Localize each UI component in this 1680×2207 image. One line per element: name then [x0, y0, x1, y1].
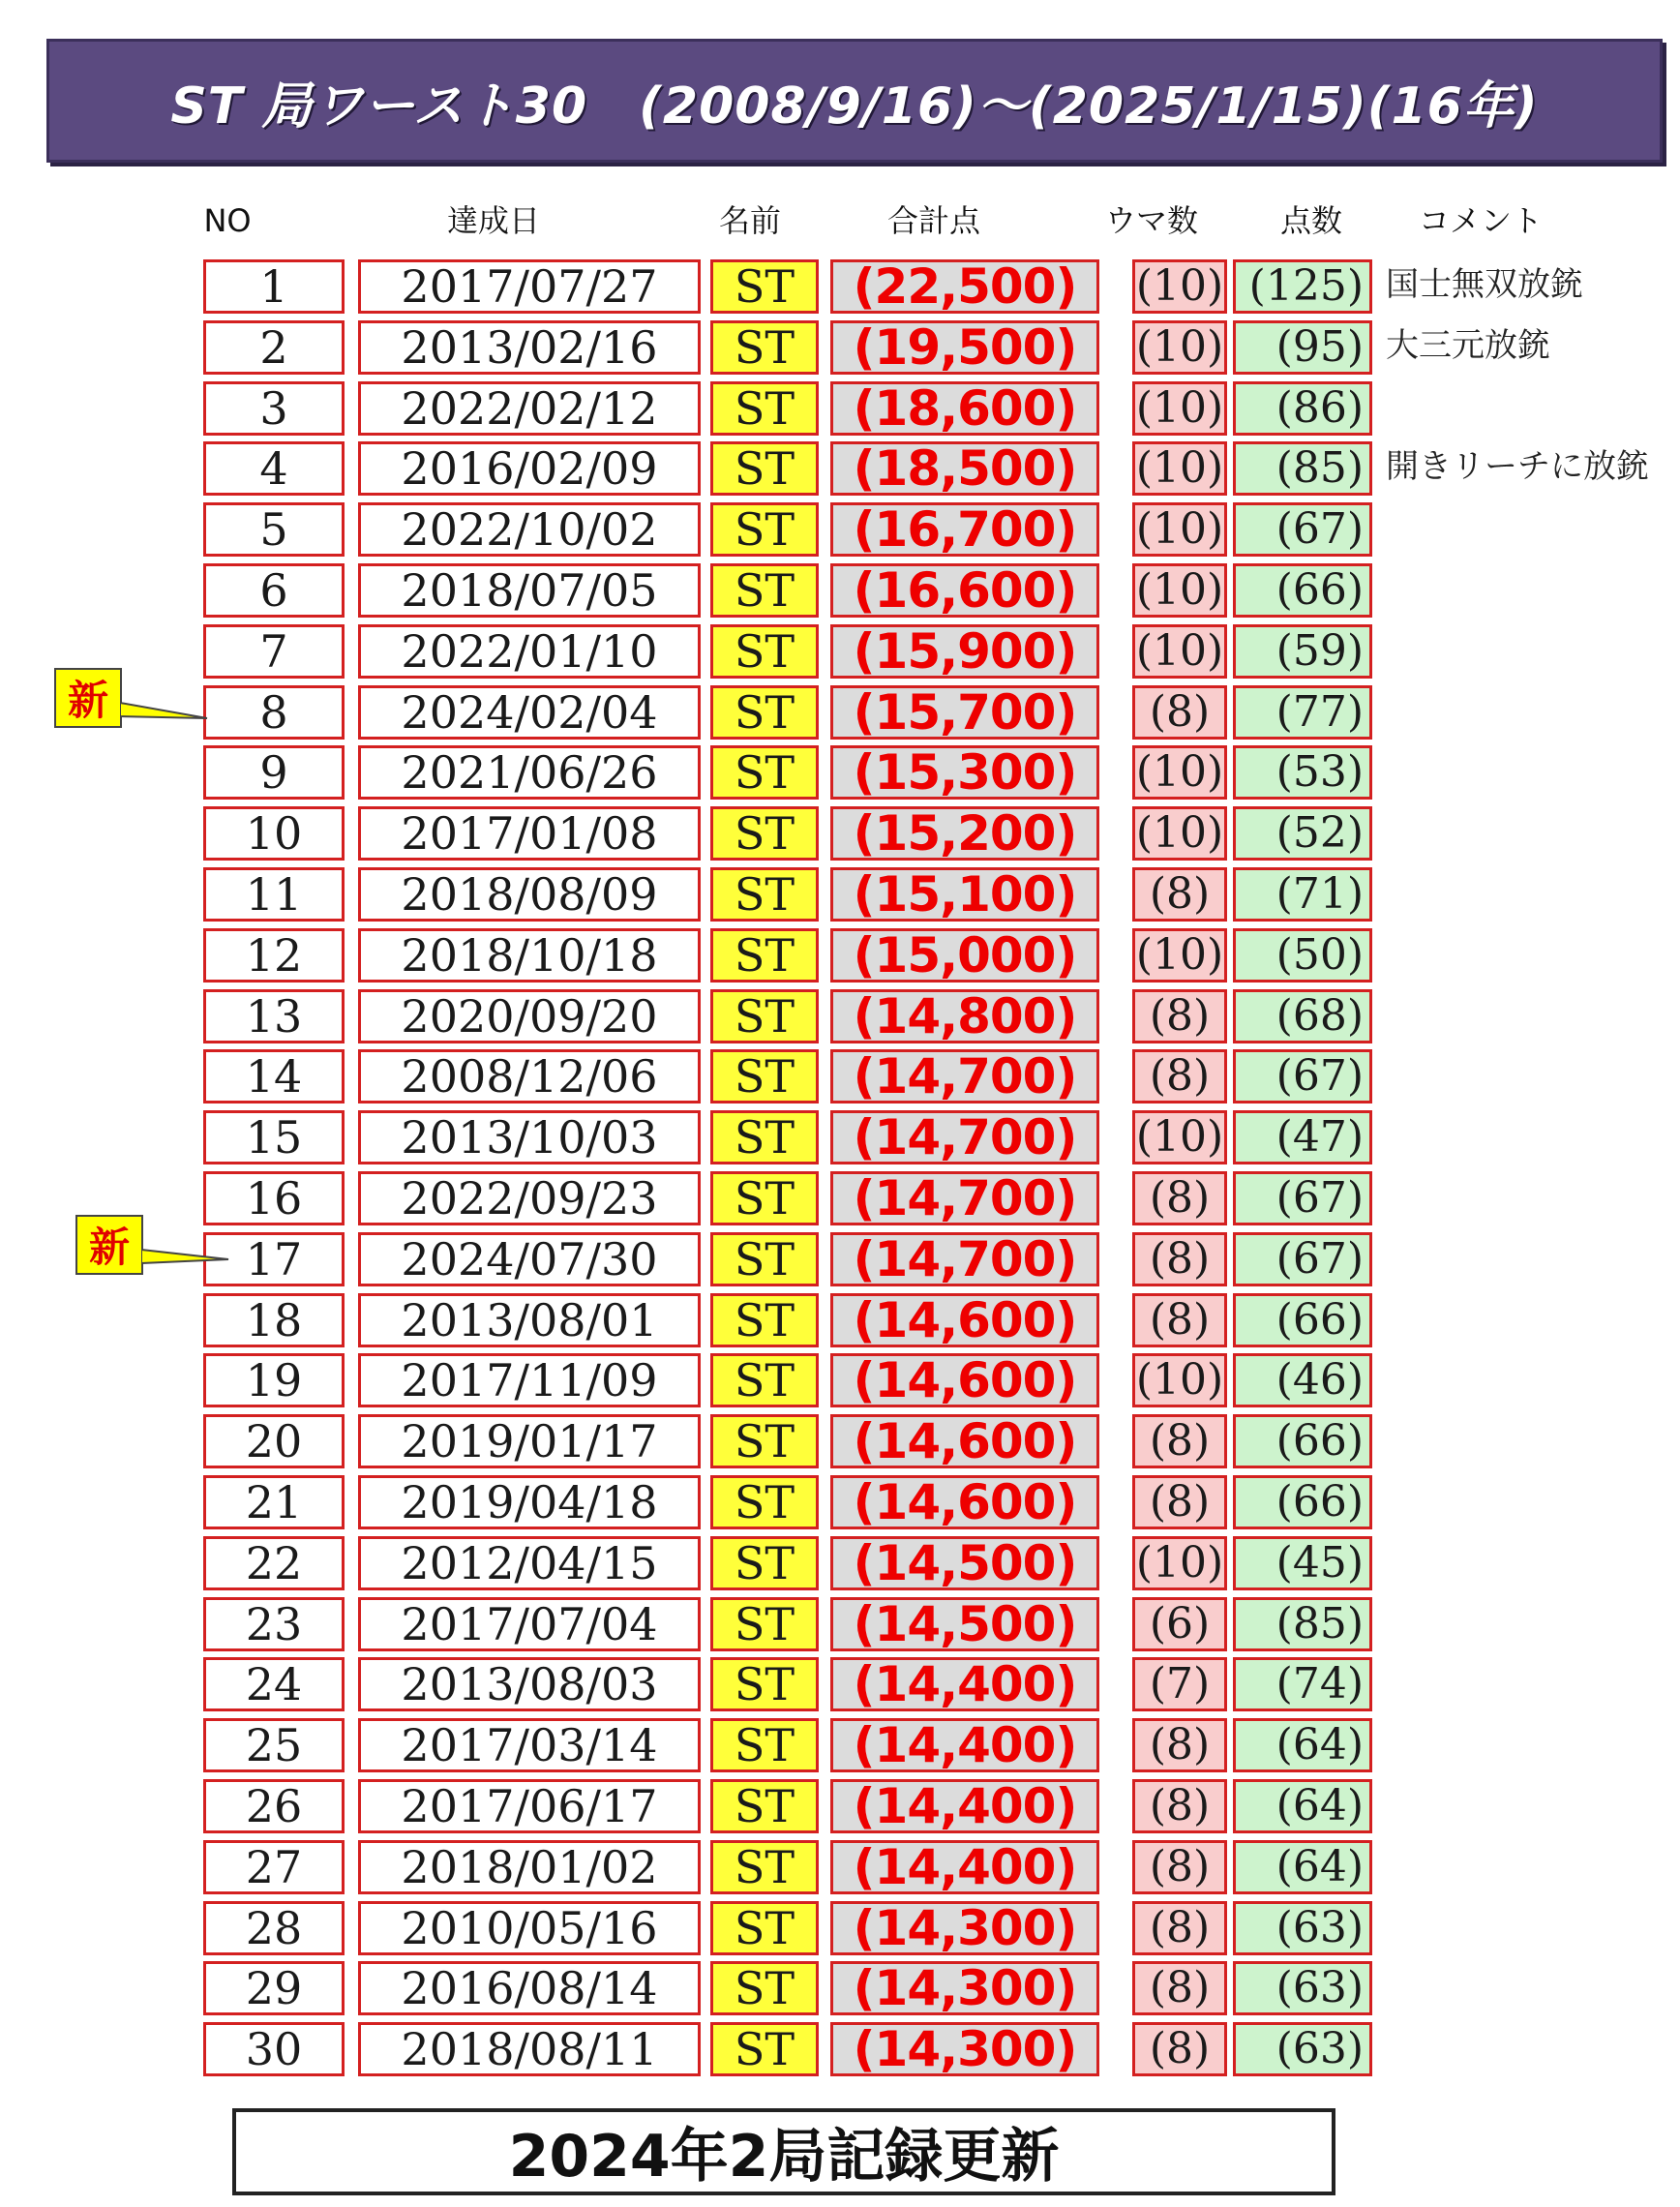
date-cell: 2017/11/09: [358, 1353, 701, 1407]
total-score-cell: (14,700): [830, 1049, 1099, 1104]
table-row: [0, 1838, 1680, 1899]
uma-cell: (10): [1132, 1353, 1227, 1407]
total-score-cell: (22,500): [830, 259, 1099, 314]
name-cell: ST: [710, 259, 819, 314]
rank-cell: 17: [203, 1232, 345, 1286]
uma-cell: (10): [1132, 259, 1227, 314]
name-cell: ST: [710, 2022, 819, 2076]
uma-cell: (6): [1132, 1597, 1227, 1651]
table-row: [0, 257, 1680, 318]
points-cell: (125): [1233, 259, 1372, 314]
date-cell: 2022/02/12: [358, 381, 701, 436]
rank-cell: 19: [203, 1353, 345, 1407]
uma-cell: (8): [1132, 1901, 1227, 1955]
rank-cell: 3: [203, 381, 345, 436]
rank-cell: 24: [203, 1657, 345, 1711]
date-cell: 2022/01/10: [358, 624, 701, 679]
date-cell: 2022/09/23: [358, 1171, 701, 1225]
points-cell: (46): [1233, 1353, 1372, 1407]
name-cell: ST: [710, 1232, 819, 1286]
table-row: [0, 987, 1680, 1048]
points-cell: (67): [1233, 502, 1372, 557]
table-row: [0, 1899, 1680, 1960]
table-row: [0, 1108, 1680, 1169]
points-cell: (64): [1233, 1779, 1372, 1833]
name-cell: ST: [710, 685, 819, 740]
header-total: 合計点: [886, 202, 980, 239]
points-cell: (63): [1233, 1901, 1372, 1955]
rank-cell: 21: [203, 1475, 345, 1529]
uma-cell: (8): [1132, 1840, 1227, 1894]
date-cell: 2018/08/09: [358, 867, 701, 922]
points-cell: (52): [1233, 806, 1372, 861]
total-score-cell: (14,400): [830, 1657, 1099, 1711]
points-cell: (63): [1233, 2022, 1372, 2076]
date-cell: 2021/06/26: [358, 745, 701, 800]
total-score-cell: (14,600): [830, 1414, 1099, 1468]
points-cell: (85): [1233, 441, 1372, 496]
uma-cell: (10): [1132, 1110, 1227, 1164]
total-score-cell: (15,200): [830, 806, 1099, 861]
points-cell: (45): [1233, 1536, 1372, 1590]
rank-cell: 30: [203, 2022, 345, 2076]
date-cell: 2017/07/04: [358, 1597, 701, 1651]
total-score-cell: (14,300): [830, 1961, 1099, 2015]
total-score-cell: (15,300): [830, 745, 1099, 800]
date-cell: 2017/03/14: [358, 1718, 701, 1772]
name-cell: ST: [710, 381, 819, 436]
table-row: [0, 439, 1680, 500]
points-cell: (86): [1233, 381, 1372, 436]
total-score-cell: (14,700): [830, 1232, 1099, 1286]
uma-cell: (8): [1132, 685, 1227, 740]
name-cell: ST: [710, 1414, 819, 1468]
table-row: [0, 1169, 1680, 1230]
table-row: [0, 1716, 1680, 1777]
name-cell: ST: [710, 1110, 819, 1164]
footer-note: 2024年2局記録更新: [232, 2108, 1335, 2195]
badge-pointer-arrow: [120, 678, 217, 726]
date-cell: 2013/10/03: [358, 1110, 701, 1164]
name-cell: ST: [710, 806, 819, 861]
comment-cell: 国士無双放銃: [1386, 265, 1583, 304]
total-score-cell: (14,400): [830, 1840, 1099, 1894]
uma-cell: (10): [1132, 502, 1227, 557]
total-score-cell: (15,100): [830, 867, 1099, 922]
table-row: [0, 318, 1680, 379]
rank-cell: 25: [203, 1718, 345, 1772]
date-cell: 2008/12/06: [358, 1049, 701, 1104]
table-row: [0, 1047, 1680, 1108]
rank-cell: 20: [203, 1414, 345, 1468]
date-cell: 2017/06/17: [358, 1779, 701, 1833]
table-row: [0, 1595, 1680, 1656]
points-cell: (68): [1233, 989, 1372, 1043]
name-cell: ST: [710, 320, 819, 375]
total-score-cell: (15,900): [830, 624, 1099, 679]
name-cell: ST: [710, 1353, 819, 1407]
table-row: [0, 865, 1680, 926]
badge-pointer-arrow: [141, 1224, 238, 1273]
table-row: [0, 1351, 1680, 1412]
uma-cell: (10): [1132, 441, 1227, 496]
name-cell: ST: [710, 1657, 819, 1711]
total-score-cell: (14,800): [830, 989, 1099, 1043]
rank-cell: 29: [203, 1961, 345, 2015]
table-row: [0, 622, 1680, 683]
rank-cell: 26: [203, 1779, 345, 1833]
points-cell: (64): [1233, 1718, 1372, 1772]
header-points: 点数: [1279, 202, 1342, 239]
date-cell: 2019/04/18: [358, 1475, 701, 1529]
comment-cell: 開きリーチに放銃: [1386, 447, 1649, 487]
uma-cell: (8): [1132, 1961, 1227, 2015]
total-score-cell: (14,500): [830, 1597, 1099, 1651]
date-cell: 2017/07/27: [358, 259, 701, 314]
rank-cell: 22: [203, 1536, 345, 1590]
rank-cell: 15: [203, 1110, 345, 1164]
points-cell: (74): [1233, 1657, 1372, 1711]
total-score-cell: (15,000): [830, 928, 1099, 983]
uma-cell: (10): [1132, 624, 1227, 679]
date-cell: 2020/09/20: [358, 989, 701, 1043]
date-cell: 2018/07/05: [358, 563, 701, 618]
uma-cell: (10): [1132, 745, 1227, 800]
date-cell: 2024/07/30: [358, 1232, 701, 1286]
name-cell: ST: [710, 1901, 819, 1955]
total-score-cell: (16,600): [830, 563, 1099, 618]
table-row: [0, 1534, 1680, 1595]
points-cell: (95): [1233, 320, 1372, 375]
rank-cell: 13: [203, 989, 345, 1043]
name-cell: ST: [710, 867, 819, 922]
header-date: 達成日: [446, 202, 540, 239]
total-score-cell: (14,400): [830, 1718, 1099, 1772]
total-score-cell: (14,400): [830, 1779, 1099, 1833]
points-cell: (77): [1233, 685, 1372, 740]
name-cell: ST: [710, 624, 819, 679]
uma-cell: (8): [1132, 1414, 1227, 1468]
uma-cell: (8): [1132, 989, 1227, 1043]
date-cell: 2024/02/04: [358, 685, 701, 740]
name-cell: ST: [710, 1293, 819, 1347]
header-comment: コメント: [1418, 202, 1543, 239]
uma-cell: (10): [1132, 928, 1227, 983]
total-score-cell: (14,300): [830, 1901, 1099, 1955]
rank-cell: 16: [203, 1171, 345, 1225]
header-uma: ウマ数: [1104, 202, 1198, 239]
table-row: [0, 2020, 1680, 2081]
points-cell: (53): [1233, 745, 1372, 800]
date-cell: 2018/01/02: [358, 1840, 701, 1894]
points-cell: (85): [1233, 1597, 1372, 1651]
uma-cell: (8): [1132, 1232, 1227, 1286]
table-row: [0, 1412, 1680, 1473]
rank-cell: 8: [203, 685, 345, 740]
table-row: [0, 1777, 1680, 1838]
rank-cell: 7: [203, 624, 345, 679]
date-cell: 2013/08/03: [358, 1657, 701, 1711]
table-row: [0, 500, 1680, 561]
uma-cell: (8): [1132, 1293, 1227, 1347]
rank-cell: 4: [203, 441, 345, 496]
points-cell: (50): [1233, 928, 1372, 983]
uma-cell: (8): [1132, 1779, 1227, 1833]
uma-cell: (8): [1132, 1475, 1227, 1529]
name-cell: ST: [710, 1718, 819, 1772]
rank-cell: 6: [203, 563, 345, 618]
points-cell: (67): [1233, 1049, 1372, 1104]
date-cell: 2016/02/09: [358, 441, 701, 496]
header-no: NO: [203, 202, 252, 239]
total-score-cell: (14,600): [830, 1293, 1099, 1347]
rank-cell: 14: [203, 1049, 345, 1104]
name-cell: ST: [710, 441, 819, 496]
name-cell: ST: [710, 1840, 819, 1894]
rank-cell: 28: [203, 1901, 345, 1955]
uma-cell: (10): [1132, 806, 1227, 861]
uma-cell: (10): [1132, 563, 1227, 618]
name-cell: ST: [710, 1597, 819, 1651]
date-cell: 2012/04/15: [358, 1536, 701, 1590]
uma-cell: (7): [1132, 1657, 1227, 1711]
points-cell: (66): [1233, 1293, 1372, 1347]
date-cell: 2016/08/14: [358, 1961, 701, 2015]
uma-cell: (8): [1132, 867, 1227, 922]
points-cell: (59): [1233, 624, 1372, 679]
total-score-cell: (14,300): [830, 2022, 1099, 2076]
points-cell: (64): [1233, 1840, 1372, 1894]
uma-cell: (8): [1132, 1171, 1227, 1225]
points-cell: (66): [1233, 1414, 1372, 1468]
uma-cell: (8): [1132, 1718, 1227, 1772]
rank-cell: 18: [203, 1293, 345, 1347]
name-cell: ST: [710, 928, 819, 983]
total-score-cell: (18,600): [830, 381, 1099, 436]
date-cell: 2019/01/17: [358, 1414, 701, 1468]
uma-cell: (10): [1132, 320, 1227, 375]
rank-cell: 23: [203, 1597, 345, 1651]
total-score-cell: (15,700): [830, 685, 1099, 740]
points-cell: (66): [1233, 1475, 1372, 1529]
date-cell: 2010/05/16: [358, 1901, 701, 1955]
name-cell: ST: [710, 745, 819, 800]
table-row: [0, 1473, 1680, 1534]
table-row: [0, 379, 1680, 440]
uma-cell: (8): [1132, 1049, 1227, 1104]
name-cell: ST: [710, 1779, 819, 1833]
name-cell: ST: [710, 1049, 819, 1104]
comment-cell: 大三元放銃: [1386, 325, 1550, 365]
name-cell: ST: [710, 989, 819, 1043]
table-row: [0, 1655, 1680, 1716]
total-score-cell: (19,500): [830, 320, 1099, 375]
rank-cell: 10: [203, 806, 345, 861]
uma-cell: (10): [1132, 1536, 1227, 1590]
rank-cell: 5: [203, 502, 345, 557]
title-banner: [46, 39, 1663, 163]
date-cell: 2013/02/16: [358, 320, 701, 375]
table-row: [0, 926, 1680, 987]
total-score-cell: (14,600): [830, 1353, 1099, 1407]
date-cell: 2022/10/02: [358, 502, 701, 557]
uma-cell: (8): [1132, 2022, 1227, 2076]
rank-cell: 27: [203, 1840, 345, 1894]
total-score-cell: (16,700): [830, 502, 1099, 557]
table-row: [0, 561, 1680, 622]
table-row: [0, 1291, 1680, 1352]
page-title: ST 局ワースト30 (2008/9/16)～(2025/1/15)(16年): [170, 76, 1539, 136]
total-score-cell: (14,700): [830, 1171, 1099, 1225]
name-cell: ST: [710, 1961, 819, 2015]
name-cell: ST: [710, 1171, 819, 1225]
points-cell: (66): [1233, 563, 1372, 618]
points-cell: (47): [1233, 1110, 1372, 1164]
header-name: 名前: [718, 202, 781, 239]
new-record-badge: 新: [54, 668, 122, 728]
name-cell: ST: [710, 563, 819, 618]
uma-cell: (10): [1132, 381, 1227, 436]
date-cell: 2013/08/01: [358, 1293, 701, 1347]
rank-cell: 2: [203, 320, 345, 375]
table-row: [0, 743, 1680, 804]
total-score-cell: (14,700): [830, 1110, 1099, 1164]
total-score-cell: (18,500): [830, 441, 1099, 496]
rank-cell: 1: [203, 259, 345, 314]
table-row: [0, 683, 1680, 744]
table-row: [0, 1959, 1680, 2020]
rank-cell: 9: [203, 745, 345, 800]
date-cell: 2018/10/18: [358, 928, 701, 983]
name-cell: ST: [710, 1475, 819, 1529]
name-cell: ST: [710, 502, 819, 557]
points-cell: (63): [1233, 1961, 1372, 2015]
rank-cell: 12: [203, 928, 345, 983]
points-cell: (67): [1233, 1171, 1372, 1225]
total-score-cell: (14,600): [830, 1475, 1099, 1529]
name-cell: ST: [710, 1536, 819, 1590]
points-cell: (71): [1233, 867, 1372, 922]
table-row: [0, 804, 1680, 865]
rank-cell: 11: [203, 867, 345, 922]
points-cell: (67): [1233, 1232, 1372, 1286]
new-record-badge: 新: [75, 1215, 143, 1275]
total-score-cell: (14,500): [830, 1536, 1099, 1590]
date-cell: 2017/01/08: [358, 806, 701, 861]
date-cell: 2018/08/11: [358, 2022, 701, 2076]
table-row: [0, 1230, 1680, 1291]
